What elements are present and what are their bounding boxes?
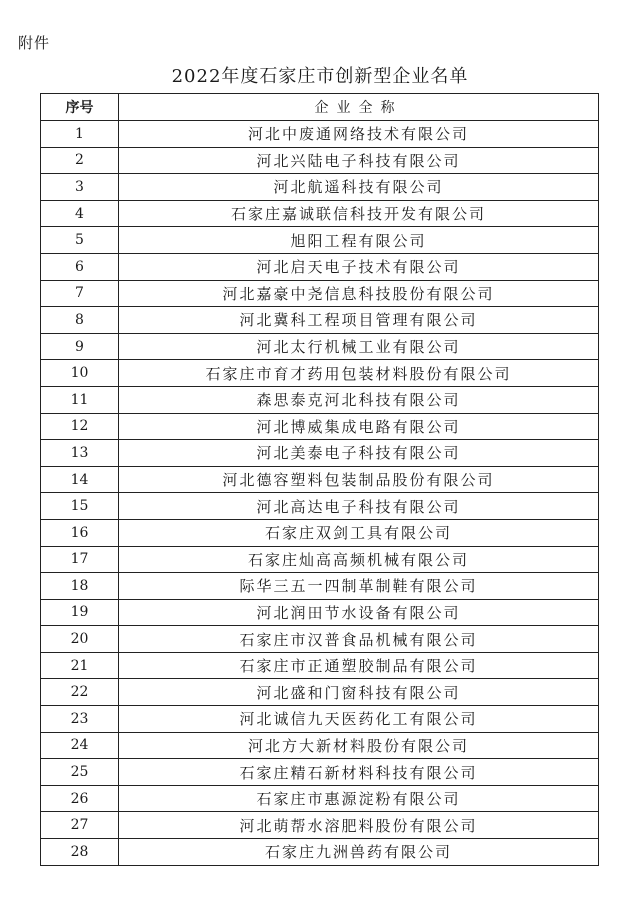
table-row [41, 573, 599, 600]
row-number-cell: 25 [41, 759, 119, 786]
table-row [41, 812, 599, 839]
company-name-cell: 石家庄九洲兽药有限公司 [119, 839, 599, 866]
table-row [41, 227, 599, 254]
page-title: 2022年度石家庄市创新型企业名单 [171, 66, 469, 87]
company-name-cell: 河北启天电子技术有限公司 [119, 253, 599, 280]
table-row [41, 759, 599, 786]
company-name-cell: 石家庄双剑工具有限公司 [119, 519, 599, 546]
table-row [41, 626, 599, 653]
row-number-cell: 2 [41, 147, 119, 174]
table-row [41, 147, 599, 174]
company-name-cell: 石家庄市惠源淀粉有限公司 [119, 785, 599, 812]
table-row [41, 652, 599, 679]
table-row [41, 174, 599, 201]
company-name-cell: 河北兴陆电子科技有限公司 [119, 147, 599, 174]
table-row [41, 493, 599, 520]
row-number-cell: 5 [41, 227, 119, 254]
row-number-cell: 20 [41, 626, 119, 653]
company-name-cell: 河北中废通网络技术有限公司 [119, 121, 599, 148]
row-number-cell: 16 [41, 519, 119, 546]
company-name-cell: 旭阳工程有限公司 [119, 227, 599, 254]
row-number-cell: 23 [41, 706, 119, 733]
table-row [41, 333, 599, 360]
row-number-cell: 9 [41, 333, 119, 360]
table-row [41, 413, 599, 440]
table-body [41, 121, 599, 866]
row-number-cell: 13 [41, 440, 119, 467]
company-name-cell: 石家庄市汉普食品机械有限公司 [119, 626, 599, 653]
table-row [41, 440, 599, 467]
company-name-cell: 际华三五一四制革制鞋有限公司 [119, 573, 599, 600]
table-row [41, 280, 599, 307]
row-number-cell: 4 [41, 200, 119, 227]
row-number-cell: 8 [41, 307, 119, 334]
row-number-cell: 24 [41, 732, 119, 759]
company-name-cell: 石家庄灿高高频机械有限公司 [119, 546, 599, 573]
company-name-cell: 河北诚信九天医药化工有限公司 [119, 706, 599, 733]
company-name-cell: 河北嘉豪中尧信息科技股份有限公司 [119, 280, 599, 307]
company-name-cell: 石家庄市正通塑胶制品有限公司 [119, 652, 599, 679]
table-header-row [41, 94, 599, 121]
row-number-cell: 28 [41, 839, 119, 866]
company-list-table [40, 93, 599, 866]
row-number-cell: 15 [41, 493, 119, 520]
company-name-cell: 河北萌帮水溶肥料股份有限公司 [119, 812, 599, 839]
company-name-cell: 河北盛和门窗科技有限公司 [119, 679, 599, 706]
company-name-cell: 石家庄市育才药用包装材料股份有限公司 [119, 360, 599, 387]
table-row [41, 121, 599, 148]
table-row [41, 546, 599, 573]
row-number-cell: 3 [41, 174, 119, 201]
company-name-cell: 石家庄嘉诚联信科技开发有限公司 [119, 200, 599, 227]
row-number-cell: 12 [41, 413, 119, 440]
table-row [41, 679, 599, 706]
row-number-cell: 10 [41, 360, 119, 387]
attachment-label: 附件 [18, 34, 51, 52]
row-number-cell: 6 [41, 253, 119, 280]
table-row [41, 386, 599, 413]
company-name-cell: 河北美泰电子科技有限公司 [119, 440, 599, 467]
table-row [41, 785, 599, 812]
row-number-cell: 11 [41, 386, 119, 413]
table-row [41, 519, 599, 546]
company-name-cell: 河北方大新材料股份有限公司 [119, 732, 599, 759]
table-row [41, 253, 599, 280]
row-number-cell: 1 [41, 121, 119, 148]
table-row [41, 200, 599, 227]
table-row [41, 466, 599, 493]
table-row [41, 839, 599, 866]
row-number-cell: 19 [41, 599, 119, 626]
table-row [41, 360, 599, 387]
table-row [41, 307, 599, 334]
table-row [41, 706, 599, 733]
row-number-cell: 14 [41, 466, 119, 493]
table-row [41, 599, 599, 626]
column-header-name: 企业全称 [119, 94, 599, 121]
company-name-cell: 石家庄精石新材料科技有限公司 [119, 759, 599, 786]
row-number-cell: 27 [41, 812, 119, 839]
company-name-cell: 森思泰克河北科技有限公司 [119, 386, 599, 413]
company-name-cell: 河北博威集成电路有限公司 [119, 413, 599, 440]
row-number-cell: 18 [41, 573, 119, 600]
row-number-cell: 21 [41, 652, 119, 679]
company-name-cell: 河北太行机械工业有限公司 [119, 333, 599, 360]
company-name-cell: 河北高达电子科技有限公司 [119, 493, 599, 520]
company-name-cell: 河北航遥科技有限公司 [119, 174, 599, 201]
company-name-cell: 河北德容塑料包装制品股份有限公司 [119, 466, 599, 493]
table-row [41, 732, 599, 759]
row-number-cell: 17 [41, 546, 119, 573]
row-number-cell: 26 [41, 785, 119, 812]
column-header-no: 序号 [41, 94, 119, 121]
company-name-cell: 河北冀科工程项目管理有限公司 [119, 307, 599, 334]
row-number-cell: 7 [41, 280, 119, 307]
company-name-cell: 河北润田节水设备有限公司 [119, 599, 599, 626]
row-number-cell: 22 [41, 679, 119, 706]
